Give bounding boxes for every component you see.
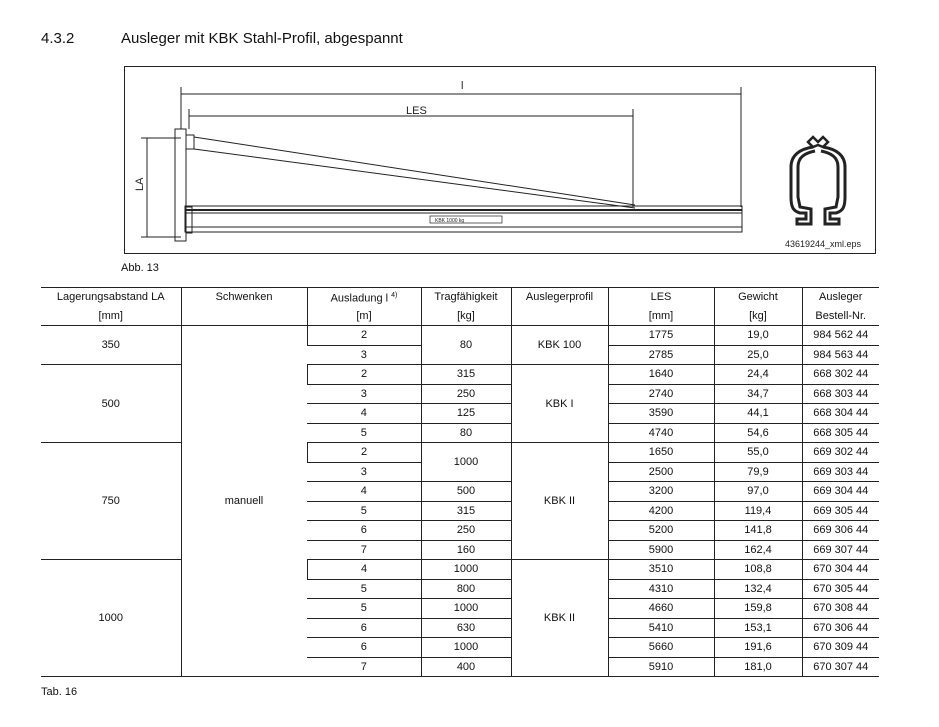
cell-ausladung: 2 (307, 443, 421, 463)
beam-label: KBK 1000 kg (435, 218, 465, 224)
cell-bestellnr: 984 562 44 (802, 326, 879, 346)
cell-bestellnr: 668 305 44 (802, 423, 879, 443)
cell-bestellnr: 668 304 44 (802, 404, 879, 424)
header-ausladung-unit: [m] (307, 307, 421, 326)
cell-bestellnr: 669 307 44 (802, 540, 879, 560)
cell-ausladung: 4 (307, 560, 421, 580)
spec-table (41, 288, 879, 677)
header-gewicht-unit: [kg] (714, 307, 802, 326)
jib-drawing (125, 67, 877, 255)
cell-ausladung: 3 (307, 462, 421, 482)
cell-profil: KBK II (511, 443, 608, 560)
cell-ausladung: 6 (307, 618, 421, 638)
cell-gewicht: 44,1 (714, 404, 802, 424)
cell-ausladung: 3 (307, 345, 421, 365)
cell-trag: 400 (421, 657, 511, 677)
profile-left (791, 147, 815, 224)
cell-gewicht: 55,0 (714, 443, 802, 463)
cell-bestellnr: 670 305 44 (802, 579, 879, 599)
cell-bestellnr: 670 306 44 (802, 618, 879, 638)
cell-gewicht: 132,4 (714, 579, 802, 599)
tie-rod-bottom (194, 149, 635, 208)
cell-bestellnr: 669 303 44 (802, 462, 879, 482)
cell-bestellnr: 670 309 44 (802, 638, 879, 658)
cell-trag: 800 (421, 579, 511, 599)
cell-bestellnr: 669 304 44 (802, 482, 879, 502)
cell-bestellnr: 670 307 44 (802, 657, 879, 677)
cell-trag: 1000 (421, 599, 511, 619)
header-ausladung (307, 288, 421, 307)
cell-les: 3200 (608, 482, 714, 502)
cell-les: 4200 (608, 501, 714, 521)
cell-trag: 250 (421, 384, 511, 404)
profile-right (821, 147, 845, 224)
cell-trag: 630 (421, 618, 511, 638)
header-trag-unit: [kg] (421, 307, 511, 326)
header-profil: Auslegerprofil (511, 288, 608, 307)
cell-gewicht: 79,9 (714, 462, 802, 482)
cell-les: 2500 (608, 462, 714, 482)
cell-les: 1775 (608, 326, 714, 346)
dim-la-label: LA (134, 177, 146, 191)
cell-profil: KBK II (511, 560, 608, 677)
cell-trag: 315 (421, 365, 511, 385)
figure-caption: Abb. 13 (121, 262, 159, 274)
cell-schwenken: manuell (181, 326, 307, 677)
cell-trag: 250 (421, 521, 511, 541)
cell-trag: 1000 (421, 443, 511, 482)
header-schwenken-unit (181, 307, 307, 326)
cell-trag: 1000 (421, 560, 511, 580)
cell-ausladung: 2 (307, 326, 421, 346)
cell-trag: 500 (421, 482, 511, 502)
cell-les: 1650 (608, 443, 714, 463)
cell-bestellnr: 670 304 44 (802, 560, 879, 580)
header-la: Lagerungsabstand LA (56, 291, 165, 304)
cell-ausladung: 5 (307, 501, 421, 521)
file-label: 43619244_xml.eps (785, 239, 862, 249)
cell-ausladung: 4 (307, 404, 421, 424)
table-caption: Tab. 16 (41, 686, 78, 698)
cell-bestellnr: 668 303 44 (802, 384, 879, 404)
cell-les: 4660 (608, 599, 714, 619)
mast-plate (175, 129, 186, 241)
cell-bestellnr: 670 308 44 (802, 599, 879, 619)
header-profil-unit (511, 307, 608, 326)
header-schwenken: Schwenken (181, 288, 307, 307)
table-row (41, 326, 879, 346)
cell-gewicht: 162,4 (714, 540, 802, 560)
table-row (41, 443, 879, 463)
cell-trag: 80 (421, 326, 511, 365)
cell-les: 2740 (608, 384, 714, 404)
header-les: LES (608, 288, 714, 307)
footnote-mark: 4) (391, 291, 398, 299)
cell-ausladung: 6 (307, 521, 421, 541)
cell-trag: 80 (421, 423, 511, 443)
cell-gewicht: 119,4 (714, 501, 802, 521)
cell-bestellnr: 669 302 44 (802, 443, 879, 463)
cell-gewicht: 159,8 (714, 599, 802, 619)
cell-ausladung: 6 (307, 638, 421, 658)
cell-les: 4740 (608, 423, 714, 443)
cell-profil: KBK I (511, 365, 608, 443)
cell-gewicht: 34,7 (714, 384, 802, 404)
header-row-2 (41, 307, 879, 326)
cell-ausladung: 7 (307, 540, 421, 560)
header-ausleger-unit: Bestell-Nr. (802, 307, 879, 326)
cell-ausladung: 3 (307, 384, 421, 404)
cell-la: 1000 (41, 560, 181, 677)
dim-l-label: l (461, 80, 464, 92)
header-trag: Tragfähigkeit (421, 288, 511, 307)
cell-trag: 160 (421, 540, 511, 560)
header-ausladung-text: Ausladung l (330, 292, 389, 305)
upper-bracket (186, 135, 194, 149)
cell-les: 5660 (608, 638, 714, 658)
cell-bestellnr: 668 302 44 (802, 365, 879, 385)
cell-gewicht: 153,1 (714, 618, 802, 638)
cell-les: 1640 (608, 365, 714, 385)
cell-les: 5410 (608, 618, 714, 638)
header-la-unit: [mm] (41, 307, 181, 326)
cell-bestellnr: 984 563 44 (802, 345, 879, 365)
tie-rod-top (194, 137, 635, 205)
header-row-1 (41, 288, 879, 307)
cell-les: 2785 (608, 345, 714, 365)
cell-trag: 1000 (421, 638, 511, 658)
header-ausleger: Ausleger (802, 288, 879, 307)
table-row (41, 365, 879, 385)
cell-ausladung: 2 (307, 365, 421, 385)
cell-trag: 315 (421, 501, 511, 521)
cell-gewicht: 141,8 (714, 521, 802, 541)
cell-gewicht: 24,4 (714, 365, 802, 385)
cell-gewicht: 191,6 (714, 638, 802, 658)
cell-bestellnr: 669 306 44 (802, 521, 879, 541)
cell-les: 4310 (608, 579, 714, 599)
header-gewicht: Gewicht (714, 288, 802, 307)
cell-gewicht: 108,8 (714, 560, 802, 580)
cell-les: 5200 (608, 521, 714, 541)
section-title: Ausleger mit KBK Stahl-Profil, abgespannt (121, 30, 403, 47)
dim-les-label: LES (406, 105, 427, 117)
cell-gewicht: 97,0 (714, 482, 802, 502)
cell-les: 3510 (608, 560, 714, 580)
cell-ausladung: 4 (307, 482, 421, 502)
cell-gewicht: 54,6 (714, 423, 802, 443)
cell-les: 5900 (608, 540, 714, 560)
cell-les: 3590 (608, 404, 714, 424)
technical-drawing (124, 66, 876, 254)
cell-la: 350 (41, 326, 181, 365)
header-les-unit: [mm] (608, 307, 714, 326)
cell-les: 5910 (608, 657, 714, 677)
cell-la: 500 (41, 365, 181, 443)
cell-ausladung: 5 (307, 423, 421, 443)
cell-ausladung: 5 (307, 579, 421, 599)
cell-bestellnr: 669 305 44 (802, 501, 879, 521)
cell-ausladung: 5 (307, 599, 421, 619)
cell-gewicht: 25,0 (714, 345, 802, 365)
cell-la: 750 (41, 443, 181, 560)
cell-gewicht: 181,0 (714, 657, 802, 677)
table-row (41, 560, 879, 580)
section-number: 4.3.2 (41, 30, 75, 47)
cell-profil: KBK 100 (511, 326, 608, 365)
cell-ausladung: 7 (307, 657, 421, 677)
cell-gewicht: 19,0 (714, 326, 802, 346)
profile-top (808, 137, 828, 147)
cell-trag: 125 (421, 404, 511, 424)
